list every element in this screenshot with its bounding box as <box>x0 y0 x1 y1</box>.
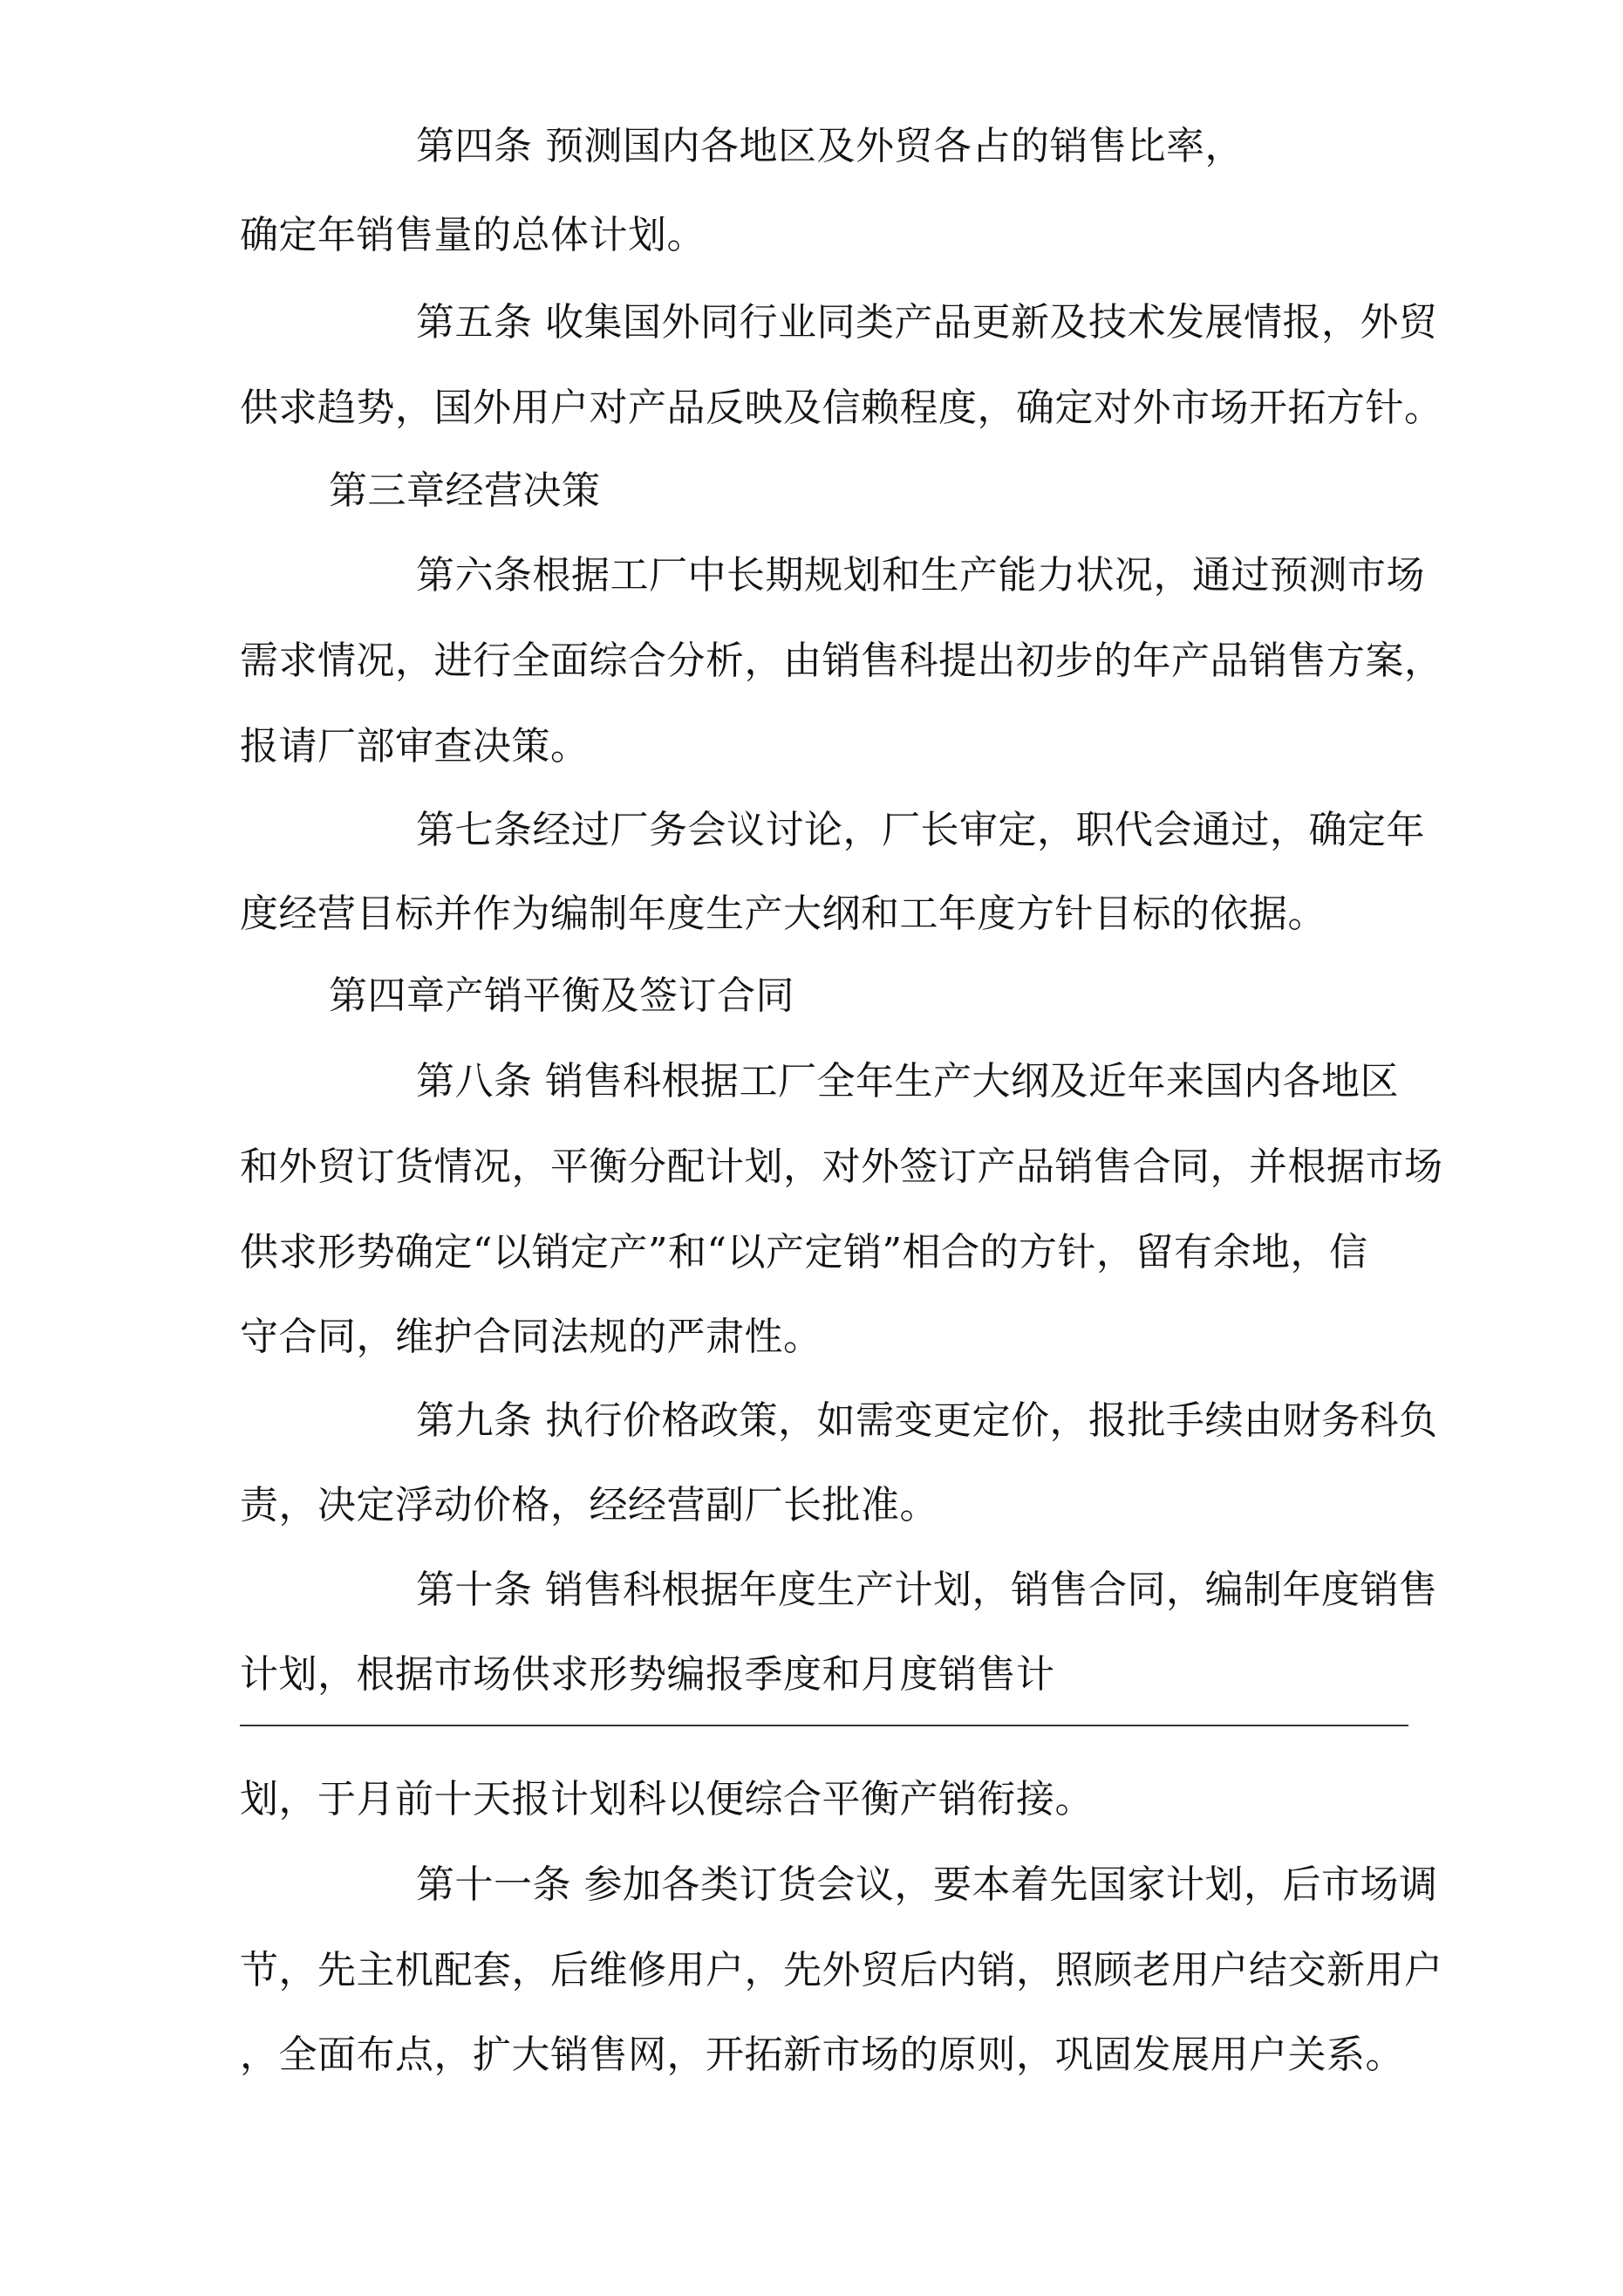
article-11-line-1: 第十一条 参加各类订货会议，要本着先国家计划，后市场调 <box>416 1862 1438 1907</box>
page-break-rule <box>240 1725 1408 1726</box>
article-8-line-3: 供求形势确定“以销定产”和“以产定销”相合的方针，留有余地，信 <box>240 1230 1368 1274</box>
article-6-line-1: 第六条根据工厂中长期规划和生产能力状况，通过预测市场 <box>416 553 1425 598</box>
article-11-line-3: ，全面布点，扩大销售网，开拓新市场的原则，巩固发展用户关系。 <box>240 2033 1404 2077</box>
article-6-line-2: 需求情况，进行全面综合分析，由销售科提出初步的年产品销售方案， <box>240 639 1443 683</box>
article-4-line-2: 确定年销售量的总体计划。 <box>240 213 706 257</box>
article-7-line-1: 第七条经过厂务会议讨论，厂长审定，职代会通过，确定年 <box>416 808 1425 852</box>
article-7-line-2: 度经营目标并作为编制年度生产大纲和工年度方针目标的依据。 <box>240 892 1326 936</box>
article-11-line-2: 节，先主机配套，后维修用户，先外贸后内销，照顾老用户结交新用户 <box>240 1948 1443 1992</box>
article-10-line-1: 第十条 销售科根据年度生产计划，销售合同，编制年度销售 <box>416 1568 1438 1612</box>
article-9-line-2: 责，决定浮动价格，经经营副厂长批准。 <box>240 1483 938 1527</box>
article-5-line-1: 第五条 收集国外同行业同类产品更新及技术发展情报，外贸 <box>416 300 1438 345</box>
article-8-line-1: 第八条 销售科根据工厂全年生产大纲及近年来国内各地区 <box>416 1059 1399 1104</box>
chapter-3-heading: 第三章经营决策 <box>329 468 601 513</box>
article-10-line-3: 划，于月前十天报计划科以便综合平衡产销衔接。 <box>240 1777 1094 1821</box>
article-9-line-1: 第九条 执行价格政策，如需变更定价，报批手续由财务科负 <box>416 1398 1438 1443</box>
article-5-line-2: 供求趋势，国外用户对产品反映及信赖程度，确定对外市场开拓方针。 <box>240 386 1443 430</box>
article-6-line-3: 报请厂部审查决策。 <box>240 724 590 769</box>
chapter-4-heading: 第四章产销平衡及签订合同 <box>329 974 794 1018</box>
article-8-line-2: 和外贸订货情况，平衡分配计划，对外签订产品销售合同，并根据市场 <box>240 1145 1443 1189</box>
article-8-line-4: 守合同，维护合同法规的严肃性。 <box>240 1315 822 1359</box>
article-4-line-1: 第四条 预测国内各地区及外贸各占的销售比率， <box>416 124 1244 168</box>
article-10-line-2: 计划，根据市场供求形势编报季度和月度销售计 <box>240 1652 1055 1697</box>
